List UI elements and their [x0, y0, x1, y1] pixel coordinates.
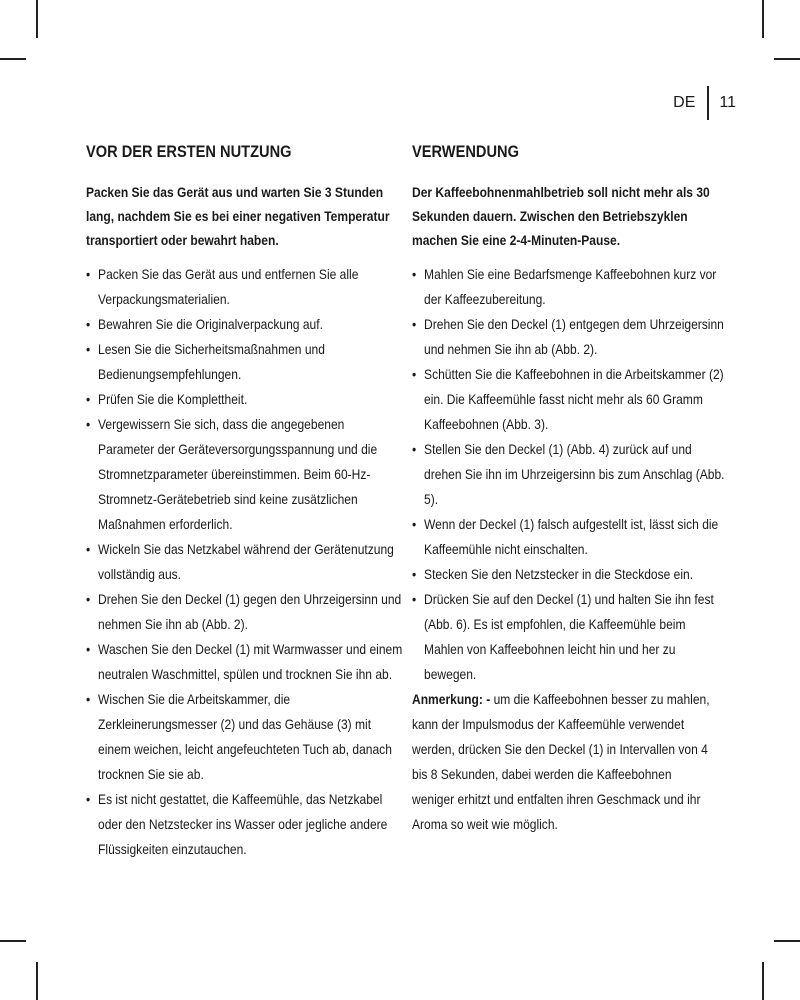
first-use-list — [86, 262, 403, 862]
crop-mark-bottom-right-vertical — [762, 962, 764, 1000]
list-item — [86, 387, 402, 412]
section-title-usage: VERWENDUNG — [412, 142, 519, 161]
language-code: DE — [673, 94, 696, 111]
list-item — [86, 412, 402, 537]
list-item-text: Wenn der Deckel (1) falsch aufgestellt ist, lässt sich die Kaffeemühle nicht einschalten. — [424, 516, 719, 557]
list-item — [86, 312, 402, 337]
bullet-icon: • — [86, 541, 91, 557]
list-item-text: Waschen Sie den Deckel (1) mit Warmwasser und einem neutralen Waschmittel, spülen und trocknen Sie ihn ab. — [98, 641, 403, 682]
bullet-icon: • — [86, 416, 91, 432]
bullet-icon: • — [86, 641, 91, 657]
bullet-icon: • — [86, 391, 91, 407]
crop-mark-top-left-horizontal — [0, 58, 26, 60]
crop-mark-bottom-left-horizontal — [0, 940, 26, 942]
bullet-icon: • — [86, 266, 91, 282]
crop-mark-bottom-left-vertical — [36, 962, 38, 1000]
section-intro-first-use: Packen Sie das Gerät aus und warten Sie 3 Stunden lang, nachdem Sie es bei einer negativen Temperatur transportiert oder bewahrt haben. — [86, 184, 390, 248]
list-item — [412, 437, 728, 512]
list-item — [412, 312, 728, 362]
usage-list — [412, 262, 725, 687]
bullet-icon: • — [86, 316, 91, 332]
list-item — [86, 587, 402, 637]
usage-note — [412, 687, 716, 837]
note-text: um die Kaffeebohnen besser zu mahlen, kann der Impulsmodus der Kaffeemühle verwendet werden, drücken Sie den Deckel (1) in Intervallen von 4 bis 8 Sekunden, dabei werden die Kaffeebohnen weniger erhitzt und entfalten ihren Geschmack und ihr Aroma so weit wie möglich. — [412, 691, 710, 832]
list-item-text: Stecken Sie den Netzstecker in die Steckdose ein. — [424, 566, 694, 582]
bullet-icon: • — [86, 791, 91, 807]
list-item — [412, 262, 728, 312]
list-item — [86, 687, 402, 787]
section-title-first-use: VOR DER ERSTEN NUTZUNG — [86, 142, 292, 161]
list-item-text: Drehen Sie den Deckel (1) entgegen dem Uhrzeigersinn und nehmen Sie ihn ab (Abb. 2). — [424, 316, 724, 357]
right-column — [412, 142, 725, 837]
header-separator — [707, 86, 709, 120]
left-column — [86, 142, 403, 862]
crop-mark-top-left-vertical — [36, 0, 38, 38]
list-item — [412, 562, 728, 587]
page-number: 11 — [719, 94, 736, 111]
list-item — [412, 362, 728, 437]
bullet-icon: • — [412, 441, 417, 457]
list-item-text: Lesen Sie die Sicherheitsmaßnahmen und Bedienungsempfehlungen. — [98, 341, 325, 382]
bullet-icon: • — [412, 566, 417, 582]
list-item-text: Prüfen Sie die Komplettheit. — [98, 391, 248, 407]
list-item — [86, 787, 402, 862]
list-item — [86, 337, 402, 387]
bullet-icon: • — [86, 341, 91, 357]
list-item-text: Wischen Sie die Arbeitskammer, die Zerkleinerungsmesser (2) und das Gehäuse (3) mit einem weichen, leicht angefeuchteten Tuch ab, danach trocknen Sie sie ab. — [98, 691, 392, 782]
list-item-text: Wickeln Sie das Netzkabel während der Gerätenutzung vollständig aus. — [98, 541, 394, 582]
crop-mark-bottom-right-horizontal — [774, 940, 800, 942]
crop-mark-top-right-horizontal — [774, 58, 800, 60]
list-item — [412, 512, 728, 562]
note-label: Anmerkung: - — [412, 691, 491, 707]
list-item — [86, 637, 402, 687]
bullet-icon: • — [412, 316, 417, 332]
bullet-icon: • — [412, 591, 417, 607]
list-item-text: Bewahren Sie die Originalverpackung auf. — [98, 316, 323, 332]
list-item — [412, 587, 728, 687]
bullet-icon: • — [412, 366, 417, 382]
bullet-icon: • — [86, 691, 91, 707]
list-item-text: Stellen Sie den Deckel (1) (Abb. 4) zurück auf und drehen Sie ihn im Uhrzeigersinn bis zum Anschlag (Abb. 5). — [424, 441, 725, 507]
crop-mark-top-right-vertical — [762, 0, 764, 38]
list-item-text: Packen Sie das Gerät aus und entfernen Sie alle Verpackungsmaterialien. — [98, 266, 359, 307]
list-item-text: Es ist nicht gestattet, die Kaffeemühle, das Netzkabel oder den Netzstecker ins Wasser oder jegliche andere Flüssigkeiten einzutauchen. — [98, 791, 388, 857]
page-header — [673, 86, 736, 120]
list-item-text: Drücken Sie auf den Deckel (1) und halten Sie ihn fest (Abb. 6). Es ist empfohlen, die Kaffeemühle beim Mahlen von Kaffeebohnen leicht hin und her zu bewegen. — [424, 591, 714, 682]
bullet-icon: • — [412, 266, 417, 282]
list-item-text: Vergewissern Sie sich, dass die angegebenen Parameter der Geräteversorgungsspannung und die Stromnetzparameter übereinstimmen. Beim 60-Hz-Stromnetz-Gerätebetrieb sind keine zusätzlichen Maßnahmen erforderlich. — [98, 416, 378, 532]
section-intro-usage: Der Kaffeebohnenmahlbetrieb soll nicht mehr als 30 Sekunden dauern. Zwischen den Betriebszyklen machen Sie eine 2-4-Minuten-Pause. — [412, 184, 710, 248]
list-item-text: Schütten Sie die Kaffeebohnen in die Arbeitskammer (2) ein. Die Kaffeemühle fasst nicht mehr als 60 Gramm Kaffeebohnen (Abb. 3). — [424, 366, 724, 432]
bullet-icon: • — [412, 516, 417, 532]
list-item — [86, 537, 402, 587]
list-item-text: Mahlen Sie eine Bedarfsmenge Kaffeebohnen kurz vor der Kaffeezubereitung. — [424, 266, 717, 307]
bullet-icon: • — [86, 591, 91, 607]
list-item — [86, 262, 402, 312]
list-item-text: Drehen Sie den Deckel (1) gegen den Uhrzeigersinn und nehmen Sie ihn ab (Abb. 2). — [98, 591, 402, 632]
